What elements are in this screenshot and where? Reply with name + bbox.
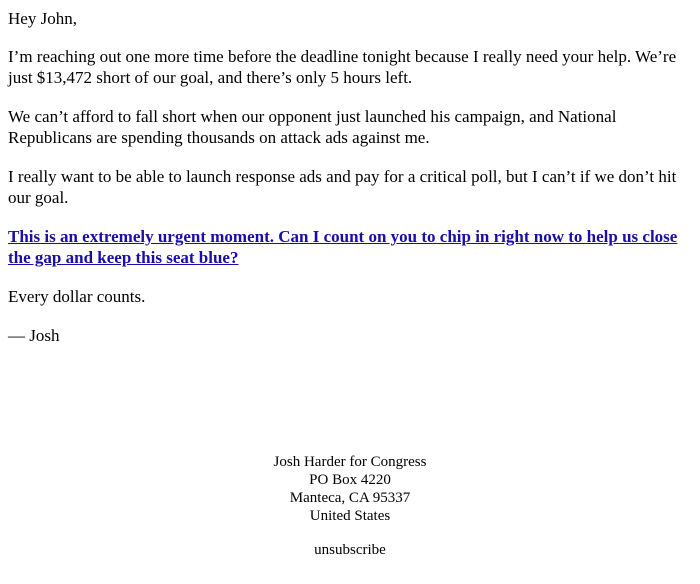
cta-paragraph [8, 226, 684, 268]
paragraph-opponent: We can’t afford to fall short when our opponent just launched his campaign, and National Republicans are spending thousands on attack ads against me. [8, 107, 617, 147]
greeting: Hey John, [8, 9, 77, 28]
footer-organization: Josh Harder for Congress [273, 454, 427, 470]
paragraph-goal: I really want to be able to launch response ads and pay for a critical poll, but I can’t if we don’t hit our goal. [8, 167, 677, 207]
donate-cta-link[interactable]: This is an extremely urgent moment. Can I count on you to chip in right now to help us close the gap and keep this seat blue? [8, 227, 678, 267]
footer-country: United States [309, 508, 391, 524]
email-footer [0, 453, 700, 559]
email-body [8, 8, 684, 364]
closing-line: Every dollar counts. [8, 287, 146, 306]
unsubscribe-link[interactable]: unsubscribe [314, 542, 386, 558]
footer-city-state-zip: Manteca, CA 95337 [289, 490, 411, 506]
paragraph-deadline: I’m reaching out one more time before the deadline tonight because I really need your help. We’re just $13,472 short of our goal, and there’s only 5 hours left. [8, 47, 677, 87]
signature: — Josh [8, 326, 60, 345]
footer-po-box: PO Box 4220 [309, 472, 391, 488]
